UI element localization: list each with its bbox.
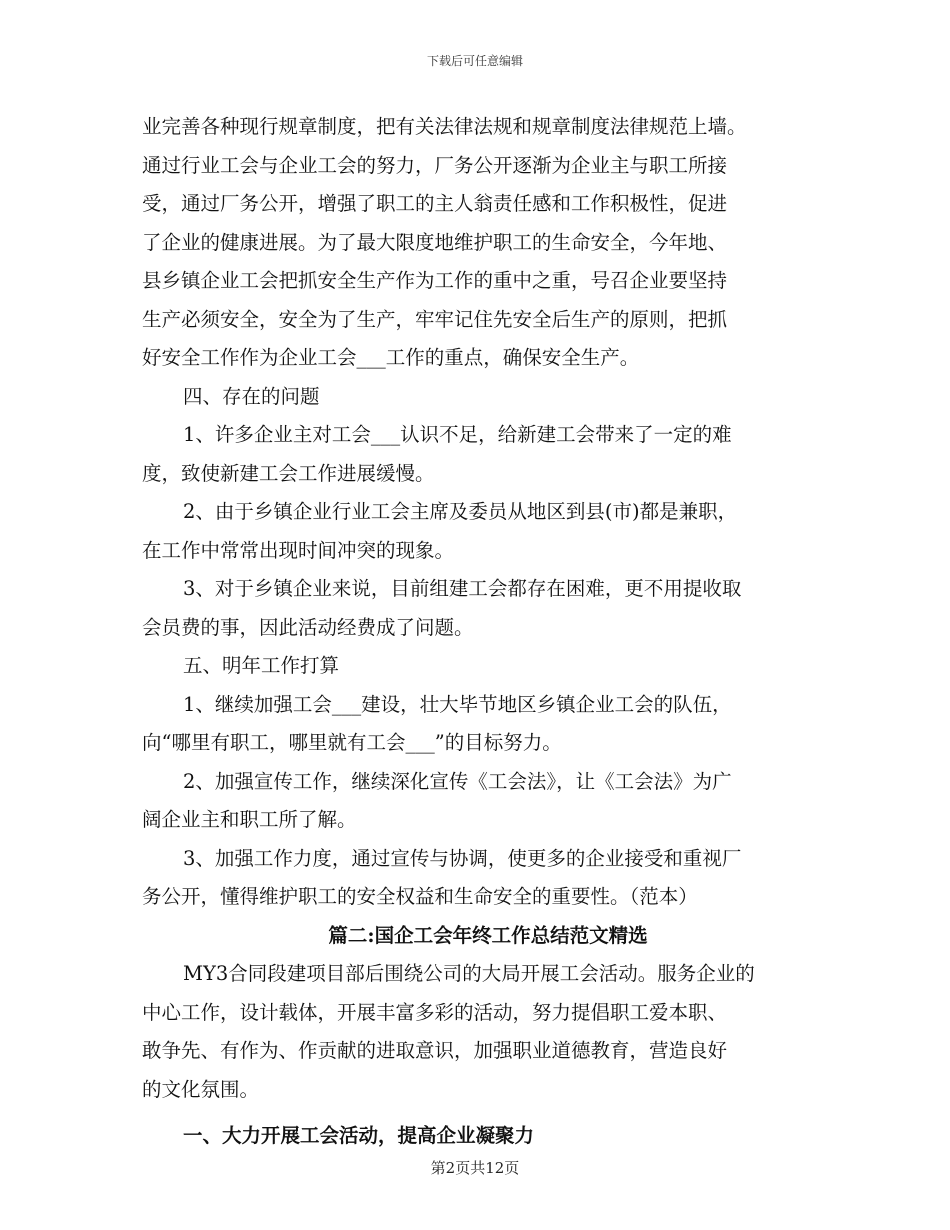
paragraph-line: 2、由于乡镇企业行业工会主席及委员从地区到县(市)都是兼职， [183, 500, 738, 523]
paragraph-line: 会员费的事，因此活动经费成了问题。 [142, 615, 474, 639]
paragraph-line: 了企业的健康进展。为了最大限度地维护职工的生命安全，今年地、 [142, 230, 728, 254]
section-heading: 四、存在的问题 [183, 384, 320, 408]
page-header: 下载后可任意编辑 [426, 54, 523, 68]
paragraph-line: 中心工作，设计载体，开展丰富多彩的活动，努力提倡职工爱本职、 [142, 1000, 728, 1024]
paragraph-line: 业完善各种现行规章制度，把有关法律法规和规章制度法律规范上墙。 [142, 115, 747, 138]
paragraph-line: 1、继续加强工会___建设，壮大毕节地区乡镇企业工会的队伍， [183, 692, 732, 716]
paragraph-line: 敢争先、有作为、作贡献的进取意识，加强职业道德教育，营造良好 [142, 1039, 728, 1062]
paragraph-line: 在工作中常常出现时间冲突的现象。 [142, 538, 455, 562]
paragraph-line: 向“哪里有职工，哪里就有工会___”的目标努力。 [142, 731, 562, 754]
paragraph-line: MY3合同段建项目部后围绕公司的大局开展工会活动。服务企业的 [183, 962, 755, 985]
paragraph-line: 阔企业主和职工所了解。 [142, 808, 357, 831]
paragraph-line: 1、许多企业主对工会___认识不足，给新建工会带来了一定的难 [183, 423, 732, 446]
paragraph-line: 2、加强宣传工作，继续深化宣传《工会法》，让《工会法》为广 [183, 769, 732, 793]
document-body [142, 108, 812, 1156]
paragraph-line: 3、对于乡镇企业来说，目前组建工会都存在困难，更不用提收取 [183, 577, 742, 600]
paragraph-line: 务公开，懂得维护职工的安全权益和生命安全的重要性。（范本） [142, 885, 698, 908]
bold-section-heading: 一、大力开展工会活动，提高企业凝聚力 [183, 1124, 535, 1147]
paragraph-line: 受，通过厂务公开，增强了职工的主人翁责任感和工作积极性，促进 [142, 192, 728, 215]
section-heading: 五、明年工作打算 [183, 654, 340, 677]
paragraph-line: 通过行业工会与企业工会的努力，厂务公开逐渐为企业主与职工所接 [142, 153, 728, 177]
paragraph-line: 县乡镇企业工会把抓安全生产作为工作的重中之重，号召企业要坚持 [142, 269, 728, 292]
article-title: 篇二:国企工会年终工作总结范文精选 [328, 923, 648, 947]
paragraph-line: 度，致使新建工会工作进展缓慢。 [142, 461, 435, 485]
paragraph-line: 的文化氛围。 [142, 1077, 260, 1101]
page-footer: 第2页共12页 [430, 1159, 520, 1177]
paragraph-line: 生产必须安全，安全为了生产，牢牢记住先安全后生产的原则，把抓 [142, 307, 728, 331]
paragraph-line: 3、加强工作力度，通过宣传与协调，使更多的企业接受和重视厂 [183, 846, 742, 870]
paragraph-line: 好安全工作作为企业工会___工作的重点，确保安全生产。 [142, 346, 640, 369]
